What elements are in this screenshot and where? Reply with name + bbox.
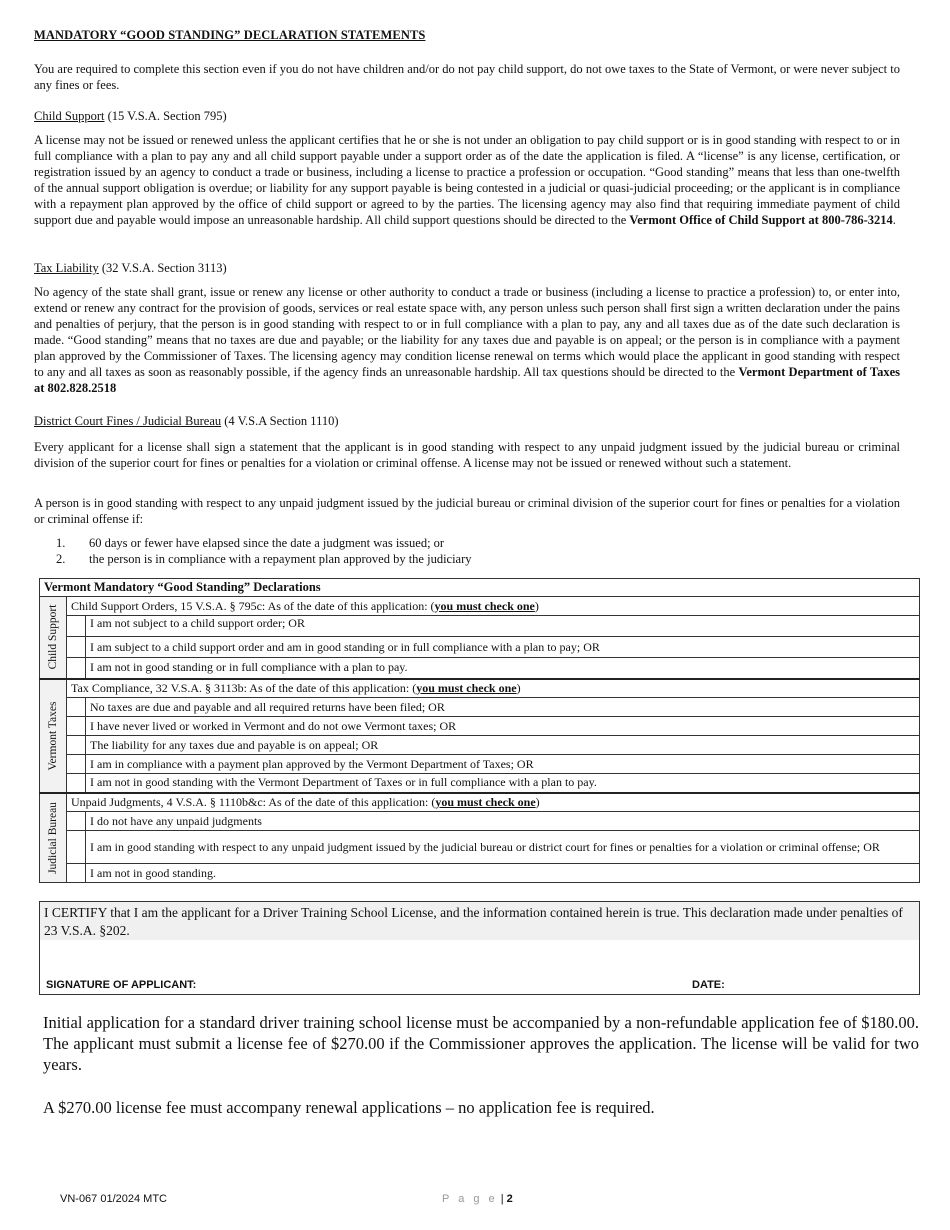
tax-text: No agency of the state shall grant, issue or renew any license or other authority to conduct a trade or business (including a license to practice a profession) to, or enter into, extend or renew any contract for the provision of goods, services or real estate space with, any person unless such person shall first sign a written declaration under the pains and penalties of perjury, that the person is in good standing with respect to or in full compliance with a plan to pay, any and all taxes due as of the date such declaration is made. “Good standing” means that no taxes are due and payable; or the liability for any taxes due and payable is on appeal; or the person is in compliance with a payment plan approved by the Commissioner of Taxes. The licensing agency may condition license renewal on terms which would place the applicant in good standing with respect to any and all taxes as soon as reasonably possible, if the agency finds an unreasonable hardship. All tax questions should be directed to the <box>34 285 900 379</box>
tax-heading-ref: (32 V.S.A. Section 3113) <box>98 261 227 275</box>
option-tax-on-appeal: The liability for any taxes due and payable is on appeal; OR <box>86 736 920 755</box>
option-judicial-good-standing: I am in good standing with respect to any unpaid judgment issued by the judicial bureau or district court for fines or penalties for a violation or criminal offense; OR <box>86 831 920 864</box>
child-support-heading-title: Child Support <box>34 109 105 123</box>
side-label-text: Vermont Taxes <box>47 701 59 770</box>
tax-heading <box>34 261 227 276</box>
judicial-bureau-side-label <box>40 793 67 883</box>
list-item-number: 2. <box>56 552 66 566</box>
page-num: 2 <box>506 1193 513 1205</box>
option-child-not-good-standing: I am not in good standing or in full compliance with a plan to pay. <box>86 658 920 679</box>
must-check-note: you must check one <box>416 680 517 695</box>
child-support-heading <box>34 109 227 124</box>
date-label: DATE: <box>692 979 725 991</box>
court-list <box>56 535 472 567</box>
question-text: Tax Compliance, 32 V.S.A. § 3113b: As of the date of this application: <box>71 680 413 695</box>
option-tax-not-good-standing: I am not in good standing with the Vermont Department of Taxes or in full compliance with a plan to pay. <box>86 774 920 793</box>
list-item-number: 1. <box>56 536 66 550</box>
tax-heading-title: Tax Liability <box>34 261 99 275</box>
checkbox-tax-on-appeal[interactable] <box>67 736 86 755</box>
intro-paragraph: You are required to complete this section even if you do not have children and/or do not pay child support, do not owe taxes to the State of Vermont, or were never subject to any fines or fees. <box>34 62 900 92</box>
tax-contact: Vermont Department of Taxes at 802.828.2518 <box>34 365 900 395</box>
list-item <box>56 535 472 551</box>
must-check-note: you must check one <box>434 598 535 613</box>
checkbox-judicial-good-standing[interactable] <box>67 831 86 864</box>
question-text: Unpaid Judgments, 4 V.S.A. § 1110b&c: As of the date of this application: <box>71 794 432 809</box>
child-support-question: Child Support Orders, 15 V.S.A. § 795c: As of the date of this application: (you must check one) <box>67 597 920 616</box>
court-heading <box>34 414 339 429</box>
checkbox-judicial-not-good-standing[interactable] <box>67 864 86 883</box>
court-paragraph-1: Every applicant for a license shall sign a statement that the applicant is in good standing with respect to any unpaid judgment issued by the judicial bureau or criminal division of the superior court for fines or penalties for a violation or criminal offense. A license may not be issued or renewed without such a statement. <box>34 440 900 470</box>
option-tax-never-lived: I have never lived or worked in Vermont and do not owe Vermont taxes; OR <box>86 717 920 736</box>
checkbox-tax-not-good-standing[interactable] <box>67 774 86 793</box>
child-support-side-label <box>40 597 67 679</box>
checkbox-child-not-subject[interactable] <box>67 616 86 637</box>
checkbox-tax-payment-plan[interactable] <box>67 755 86 774</box>
vermont-taxes-side-label <box>40 679 67 793</box>
option-tax-payment-plan: I am in compliance with a payment plan approved by the Vermont Department of Taxes; OR <box>86 755 920 774</box>
checkbox-child-not-good-standing[interactable] <box>67 658 86 679</box>
declarations-header: Vermont Mandatory “Good Standing” Declarations <box>40 579 920 597</box>
option-child-good-standing: I am subject to a child support order and am in good standing or in full compliance with a plan to pay; OR <box>86 637 920 658</box>
checkbox-child-good-standing[interactable] <box>67 637 86 658</box>
tax-question: Tax Compliance, 32 V.S.A. § 3113b: As of the date of this application: (you must check one) <box>67 679 920 698</box>
checkbox-tax-none-due[interactable] <box>67 698 86 717</box>
option-child-not-subject: I am not subject to a child support order; OR <box>86 616 920 637</box>
child-support-contact: Vermont Office of Child Support at 800-786-3214 <box>629 213 893 227</box>
must-check-note: you must check one <box>435 794 536 809</box>
certification-text: I CERTIFY that I am the applicant for a Driver Training School License, and the information contained herein is true. This declaration made under penalties of 23 V.S.A. §202. <box>40 902 919 940</box>
option-judicial-not-good-standing: I am not in good standing. <box>86 864 920 883</box>
page-title: MANDATORY “GOOD STANDING” DECLARATION STATEMENTS <box>34 28 426 42</box>
list-item <box>56 551 472 567</box>
certification-box <box>39 901 920 995</box>
page-separator: | <box>497 1193 507 1205</box>
tax-paragraph <box>34 284 900 396</box>
court-paragraph-2: A person is in good standing with respect to any unpaid judgment issued by the judicial bureau or criminal division of the superior court for fines or penalties for a violation or criminal offense if: <box>34 496 900 526</box>
court-heading-title: District Court Fines / Judicial Bureau <box>34 414 222 428</box>
list-item-text: 60 days or fewer have elapsed since the date a judgment was issued; or <box>89 536 445 550</box>
form-id: VN-067 01/2024 MTC <box>60 1193 167 1205</box>
child-support-end: . <box>892 213 896 227</box>
court-heading-ref: (4 V.S.A Section 1110) <box>221 414 339 428</box>
declarations-table <box>39 578 920 883</box>
page-word: P a g e <box>442 1193 498 1205</box>
child-support-heading-ref: (15 V.S.A. Section 795) <box>104 109 227 123</box>
child-support-text: A license may not be issued or renewed unless the applicant certifies that he or she is not under an obligation to pay child support or is in good standing with respect to or in full compliance with a plan to pay any and all child support payable under a support order as of the date the application is filed. A “license” is any license, certification, or registration issued by an agency to conduct a trade or business, including a license to practice a profession or occupation. “Good standing” means that less than one-twelfth of the annual support obligation is overdue; or liability for any support payable is being contested in a judicial or quasi-judicial proceeding; or the applicant is in compliance with a repayment plan approved by the office of child support or agreed to by the parties. The licensing agency may also find that requiring immediate payment of child support due and payable would impose an unreasonable hardship. All child support questions should be directed to the <box>34 133 900 227</box>
initial-fee-paragraph: Initial application for a standard driver training school license must be accompanied by a non-refundable application fee of $180.00. The applicant must submit a license fee of $270.00 if the Commissioner approves the application. The license will be valid for two years. <box>43 1013 919 1074</box>
list-item-text: the person is in compliance with a repayment plan approved by the judiciary <box>89 552 472 566</box>
side-label-text: Judicial Bureau <box>47 801 59 874</box>
question-text: Child Support Orders, 15 V.S.A. § 795c: As of the date of this application: <box>71 598 431 613</box>
option-judicial-none: I do not have any unpaid judgments <box>86 812 920 831</box>
renewal-fee-paragraph: A $270.00 license fee must accompany renewal applications – no application fee is required. <box>43 1098 655 1117</box>
child-support-paragraph <box>34 132 900 228</box>
page-number <box>442 1193 513 1205</box>
side-label-text: Child Support <box>47 604 59 670</box>
judicial-question: Unpaid Judgments, 4 V.S.A. § 1110b&c: As of the date of this application: (you must check one) <box>67 793 920 812</box>
checkbox-judicial-none[interactable] <box>67 812 86 831</box>
checkbox-tax-never-lived[interactable] <box>67 717 86 736</box>
option-tax-none-due: No taxes are due and payable and all required returns have been filed; OR <box>86 698 920 717</box>
signature-label: SIGNATURE OF APPLICANT: <box>46 979 197 991</box>
